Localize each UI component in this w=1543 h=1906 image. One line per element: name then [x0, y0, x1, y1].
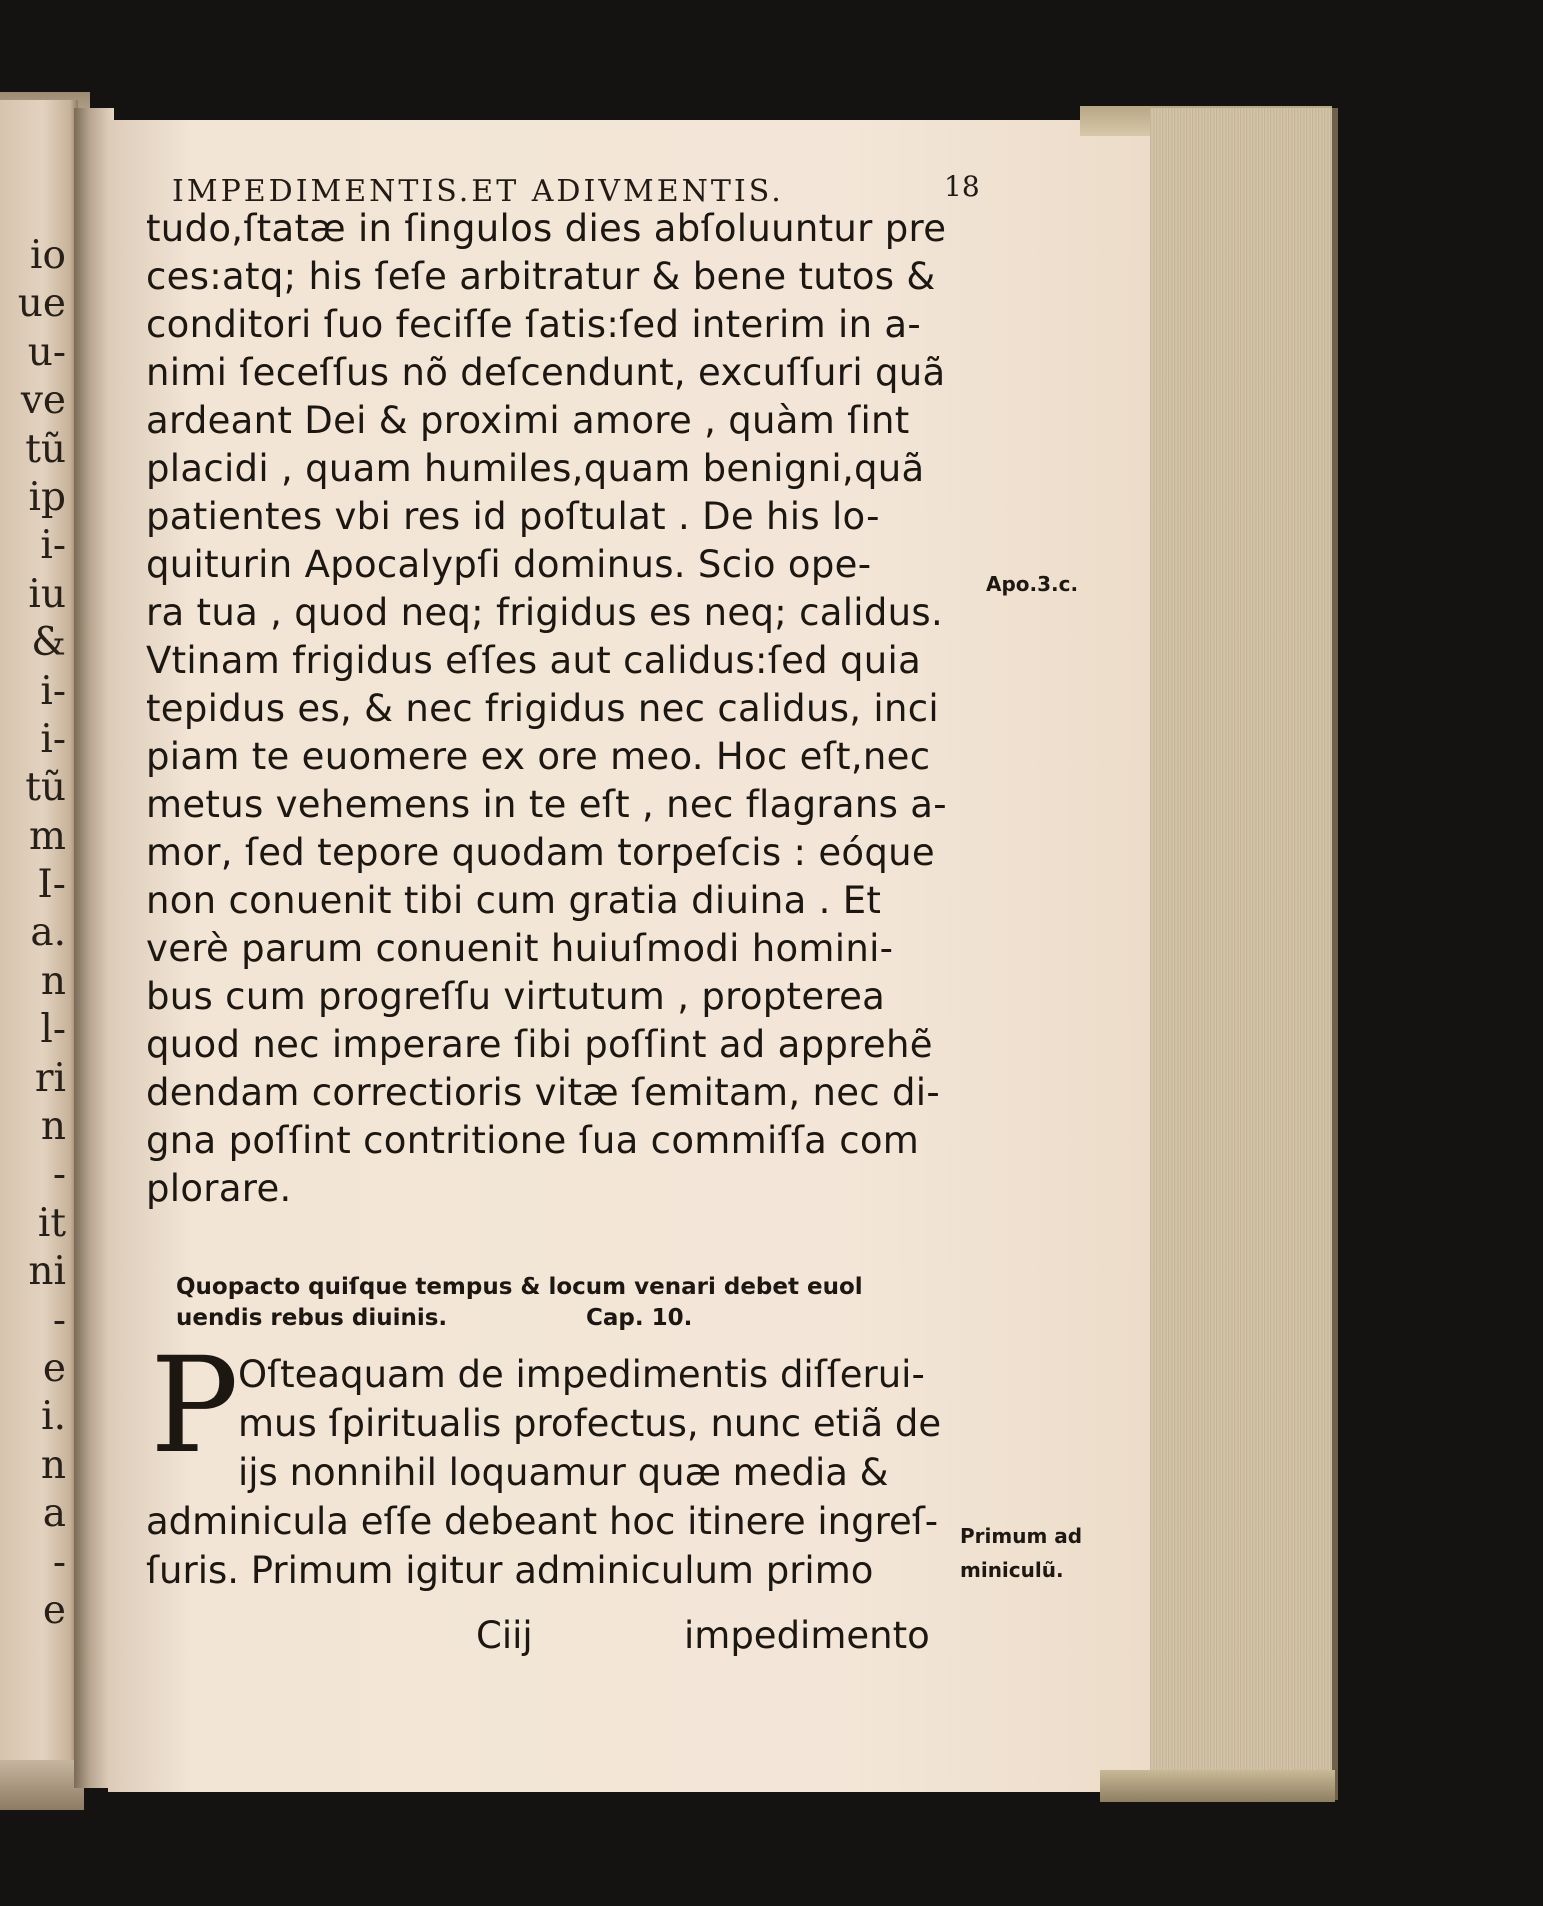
left-fragment: -	[52, 1297, 66, 1343]
catchword: impedimento	[684, 1614, 930, 1657]
left-fragment: it	[37, 1200, 66, 1246]
left-fragment: i-	[40, 716, 66, 762]
left-fragment: iu	[28, 571, 66, 617]
text-line: quod nec imperare ſibi poſſint ad apprehẽ	[146, 1023, 933, 1066]
drop-cap: P	[150, 1329, 239, 1483]
text-line: tepidus es, & nec frigidus nec calidus, inci	[146, 687, 939, 730]
left-fragment: tũ	[25, 426, 66, 472]
left-fragment: m	[29, 813, 66, 859]
left-fragment: a.	[30, 910, 66, 956]
text-line: ra tua , quod neq; frigidus es neq; calidus.	[146, 591, 944, 634]
left-fragment: e	[42, 1345, 66, 1391]
text-line: ardeant Dei & proximi amore , quàm ſint	[146, 399, 910, 442]
main-text-block	[146, 205, 966, 1213]
chapter-heading-line	[176, 1303, 976, 1334]
left-fragment: ri	[34, 1055, 66, 1101]
left-fragment: i-	[40, 668, 66, 714]
left-fragment: ni	[28, 1249, 66, 1295]
text-line: conditori ſuo feciſſe ſatis:ſed interim in a-	[146, 303, 922, 346]
text-line: plorare.	[146, 1167, 292, 1210]
left-fragment: ve	[20, 378, 66, 424]
cover-bottom-edge	[1100, 1770, 1335, 1802]
left-fragment: a	[42, 1491, 66, 1537]
chapter-heading-title-end: uendis rebus diuinis.	[176, 1305, 448, 1331]
chapter-number: Cap. 10.	[586, 1305, 693, 1331]
left-fragment: n	[40, 1442, 66, 1488]
text-line: non conuenit tibi cum gratia diuina . Et	[146, 879, 882, 922]
left-fragment: ip	[28, 474, 66, 520]
text-line: ijs nonnihil loquamur quæ media &	[238, 1451, 889, 1494]
left-page-bottom-edge	[0, 1760, 84, 1810]
text-line: adminicula eſſe debeant hoc itinere ingreſ-	[146, 1500, 939, 1543]
chapter-heading-line: Quopacto quiſque tempus & locum venari debet euol	[176, 1274, 863, 1300]
left-fragment: i.	[41, 1394, 66, 1440]
text-line: dendam correctioris vitæ ſemitam, nec di-	[146, 1071, 941, 1114]
left-fragment: -	[52, 1539, 66, 1585]
left-fragment: tũ	[25, 765, 66, 811]
text-line: Vtinam frigidus eſſes aut calidus:ſed quia	[146, 639, 922, 682]
marginal-note-primum-2: miniculũ.	[960, 1558, 1064, 1582]
left-fragment: I-	[37, 862, 66, 908]
left-fragment: n	[40, 958, 66, 1004]
text-line: ſuris. Primum igitur adminiculum primo	[146, 1549, 874, 1592]
left-fragment: e	[42, 1587, 66, 1633]
text-line: gna poſſint contritione ſua commiſſa com	[146, 1119, 920, 1162]
text-line: piam te euomere ex ore meo. Hoc eſt,nec	[146, 735, 931, 778]
left-fragment: n	[40, 1104, 66, 1150]
page-number: 18	[944, 170, 980, 203]
running-header	[172, 170, 980, 209]
left-fragment: -	[52, 1152, 66, 1198]
left-fragment: ue	[17, 281, 66, 327]
page-block-edge	[1150, 108, 1338, 1800]
text-line: verè parum conuenit huiuſmodi homini-	[146, 927, 894, 970]
marginal-note-primum-1: Primum ad	[960, 1524, 1083, 1548]
text-line: bus cum progreſſu virtutum , propterea	[146, 975, 886, 1018]
text-line: ces:atq; his ſeſe arbitratur & bene tutos &	[146, 255, 936, 298]
left-page-text-fragments	[0, 232, 78, 1635]
text-line: nimi ſeceſſus nõ deſcendunt, excuſſuri quã	[146, 351, 946, 394]
left-fragment: i-	[40, 523, 66, 569]
text-line: mus ſpiritualis profectus, nunc etiã de	[238, 1402, 942, 1445]
running-title: IMPEDIMENTIS.ET ADIVMENTIS.	[172, 174, 784, 209]
chapter-heading	[176, 1272, 976, 1334]
text-line: quiturin Apocalypſi dominus. Scio ope-	[146, 543, 872, 586]
left-fragment: l-	[40, 1007, 66, 1053]
marginal-note-apocalypse: Apo.3.c.	[986, 572, 1079, 596]
text-line: placidi , quam humiles,quam benigni,quã	[146, 447, 925, 490]
section-text-block	[146, 1350, 966, 1595]
left-fragment: io	[30, 233, 66, 278]
left-fragment: u-	[27, 329, 66, 375]
text-line: tudo,ſtatæ in ſingulos dies abſoluuntur pre	[146, 207, 947, 250]
signature-mark: Ciij	[476, 1614, 533, 1657]
text-line: metus vehemens in te eſt , nec flagrans a-	[146, 783, 947, 826]
text-line: patientes vbi res id poſtulat . De his lo-	[146, 495, 880, 538]
left-fragment: &	[31, 620, 66, 666]
text-line: mor, ſed tepore quodam torpeſcis : eóque	[146, 831, 935, 874]
text-line: Oſteaquam de impedimentis diſſerui-	[238, 1353, 925, 1396]
